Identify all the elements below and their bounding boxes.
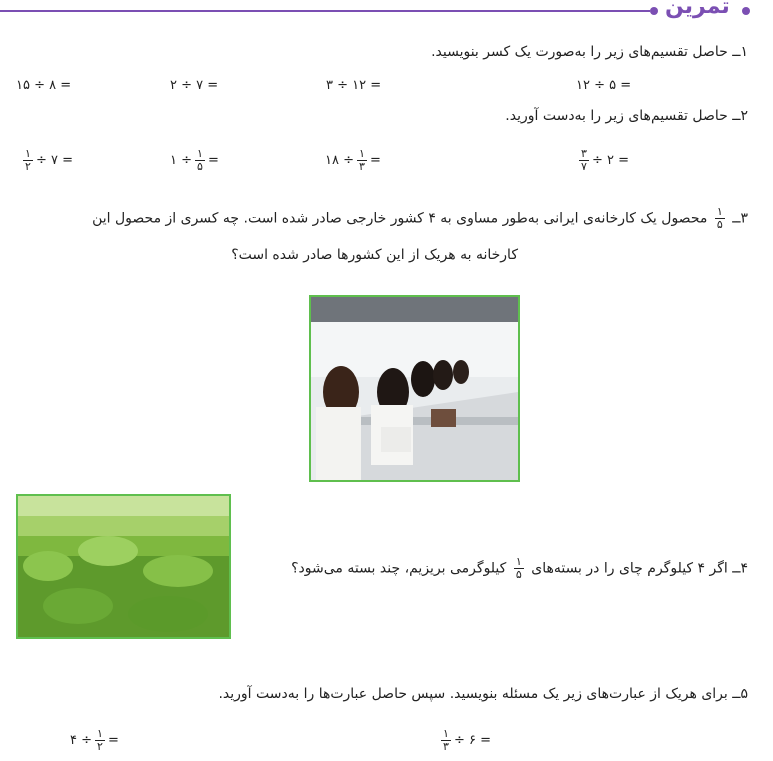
question-1-text: ۱ــ حاصل تقسیم‌های زیر را به‌صورت یک کسر بنویسید. [431, 44, 748, 60]
header-dot-left [650, 7, 658, 15]
q5-expr-1: ۴ ÷ $\frac{۱}{۲}$ = [70, 727, 119, 753]
factory-workers-photo [309, 295, 520, 482]
fraction: $\frac{۱}{۵}$ [715, 206, 725, 231]
fraction: $\frac{۱}{۲}$ [23, 148, 33, 173]
header-dot-right [742, 7, 750, 15]
q1-expr-1: ۱۵ ÷ ۸ = [16, 78, 72, 93]
fraction: $\frac{۱}{۳}$ [357, 148, 367, 173]
q2-expr-1: $\frac{۱}{۲}$ ÷ ۷ = [20, 148, 73, 173]
fraction: $\frac{۱}{۵}$ [195, 148, 205, 173]
question-3-line-1: ۳ــ $\frac{۱}{۵}$ محصول یک کارخانه‌ی ایرانی به‌طور مساوی به ۴ کشور خارجی صادر شده است. چه کسری از محصول این [92, 205, 748, 231]
fraction: $\frac{۳}{۷}$ [579, 148, 589, 173]
fraction: $\frac{۱}{۲}$ [95, 728, 105, 753]
question-3-line-2: کارخانه به هریک از این کشورها صادر شده است؟ [231, 247, 518, 263]
question-2-text: ۲ــ حاصل تقسیم‌های زیر را به‌دست آورید. [505, 108, 748, 124]
question-4-text: ۴ــ اگر ۴ کیلوگرم چای را در بسته‌های $\frac{۱}{۵}$ کیلوگرمی بریزیم، چند بسته می‌شود؟ [291, 555, 748, 581]
fraction: $\frac{۱}{۳}$ [441, 728, 451, 753]
q5-expr-2: $\frac{۱}{۳}$ ÷ ۶ = [438, 728, 491, 753]
q2-expr-4: $\frac{۳}{۷}$ ÷ ۲ = [576, 148, 629, 173]
tea-field-photo [16, 494, 231, 639]
question-5-text: ۵ــ برای هریک از عبارت‌های زیر یک مسئله بنویسید. سپس حاصل عبارت‌ها را به‌دست آورید. [218, 686, 748, 702]
q2-expr-3: ۱۸ ÷ $\frac{۱}{۳}$ = [325, 147, 381, 173]
header-rule [0, 10, 650, 12]
page-title: تمرین [665, 0, 730, 19]
q1-expr-2: ۲ ÷ ۷ = [170, 78, 219, 93]
q1-expr-4: ۱۲ ÷ ۵ = [576, 78, 632, 93]
q1-expr-3: ۳ ÷ ۱۲ = [326, 78, 382, 93]
fraction: $\frac{۱}{۵}$ [514, 556, 524, 581]
q2-expr-2: ۱ ÷ $\frac{۱}{۵}$ = [170, 147, 219, 173]
